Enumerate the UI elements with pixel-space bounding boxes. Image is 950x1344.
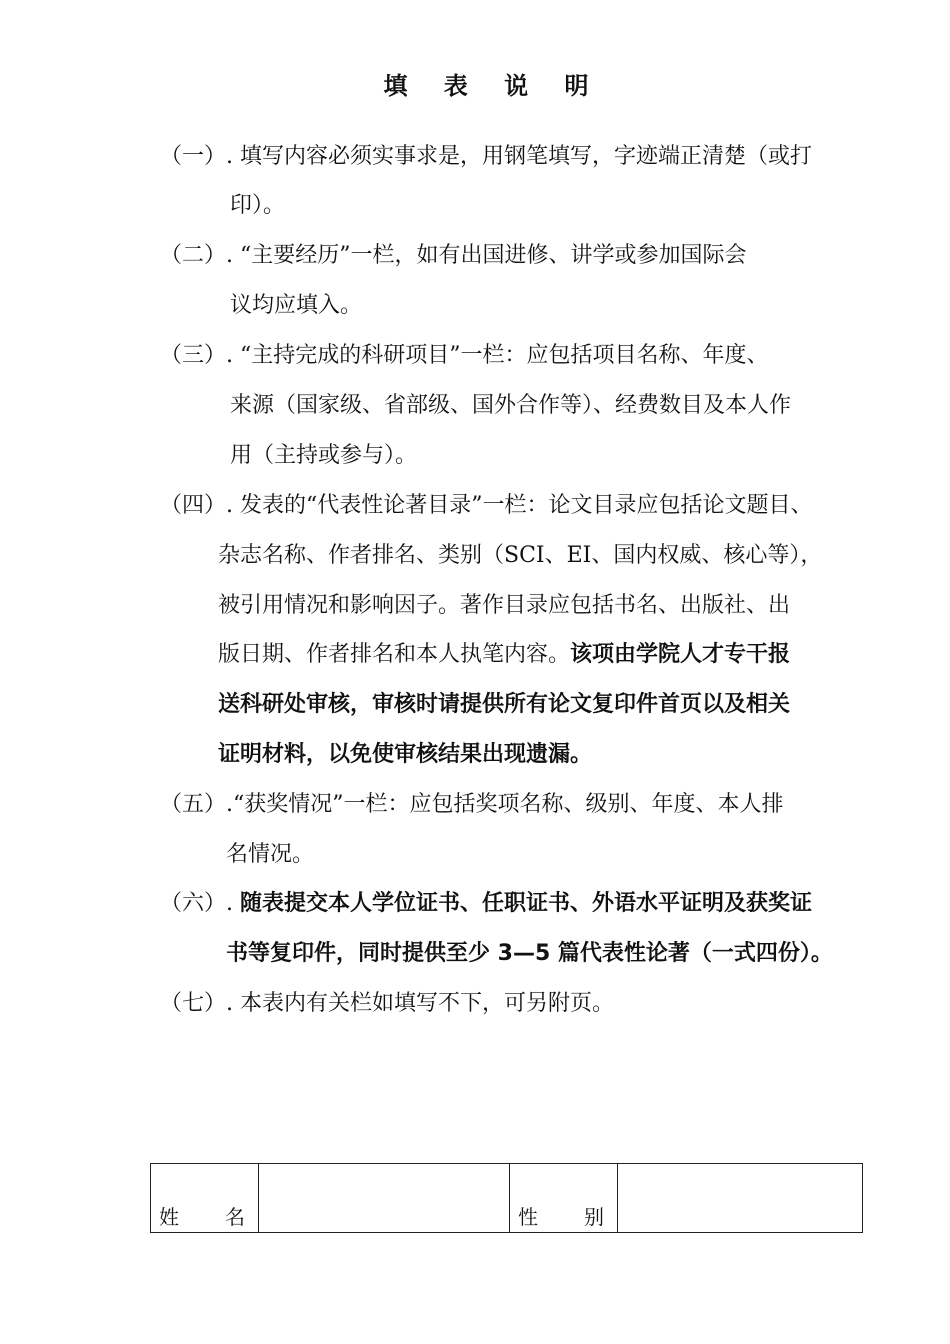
instruction-3-line-2: 来源（国家级、省部级、国外合作等）、经费数目及本人作 xyxy=(230,393,792,418)
instruction-2-line-1: （二）. “主要经历”一栏，如有出国进修、讲学或参加国际会 xyxy=(160,243,747,268)
instruction-4-line-2: 杂志名称、作者排名、类别（SCI、EI、国内权威、核心等）， xyxy=(218,543,823,568)
instruction-4-line-4 xyxy=(218,640,790,670)
instruction-4-bold-line-1: 送科研处审核，审核时请提供所有论文复印件首页以及相关 xyxy=(218,692,791,717)
instruction-1-line-2: 印）。 xyxy=(230,193,286,218)
instruction-4-bold-line-2: 证明材料，以免使审核结果出现遗漏。 xyxy=(218,742,593,767)
name-label-char-2: 名 xyxy=(225,1205,245,1229)
instruction-4-line-3: 被引用情况和影响因子。著作目录应包括书名、出版社、出 xyxy=(218,593,791,618)
instruction-6-bold-line-1: 随表提交本人学位证书、任职证书、外语水平证明及获奖证 xyxy=(240,891,813,916)
name-label-cell xyxy=(151,1164,259,1233)
name-value-cell[interactable] xyxy=(259,1164,510,1233)
instruction-6-bold-line-2: 书等复印件，同时提供至少 3—5 篇代表性论著（一式四份）。 xyxy=(226,941,833,966)
instruction-6-prefix: （六）. xyxy=(160,891,233,916)
personal-info-table xyxy=(150,1163,863,1233)
name-label-char-1: 姓 xyxy=(159,1205,179,1229)
gender-label-char-2: 别 xyxy=(584,1205,604,1229)
instruction-7-line-1: （七）. 本表内有关栏如填写不下，可另附页。 xyxy=(160,991,614,1016)
instruction-5-line-1: （五）.“获奖情况”一栏：应包括奖项名称、级别、年度、本人排 xyxy=(160,792,784,817)
instruction-3-line-3: 用（主持或参与）。 xyxy=(230,443,418,468)
instruction-3-line-1: （三）. “主持完成的科研项目”一栏：应包括项目名称、年度、 xyxy=(160,343,769,368)
instruction-6-line-1 xyxy=(160,889,812,919)
page-title: 填 表 说 明 xyxy=(383,72,603,100)
instruction-1-line-1: （一）. 填写内容必须实事求是，用钢笔填写，字迹端正清楚（或打 xyxy=(160,144,812,169)
table-row xyxy=(151,1164,863,1233)
instruction-4-line-1: （四）. 发表的“代表性论著目录”一栏：论文目录应包括论文题目、 xyxy=(160,493,813,518)
gender-label-char-1: 性 xyxy=(518,1205,538,1229)
gender-label-cell xyxy=(510,1164,618,1233)
instruction-4-line-4-text: 版日期、作者排名和本人执笔内容。 xyxy=(218,642,571,667)
instruction-4-bold-inline: 该项由学院人才专干报 xyxy=(570,642,791,667)
gender-value-cell[interactable] xyxy=(618,1164,863,1233)
instruction-5-line-2: 名情况。 xyxy=(226,842,315,867)
instruction-2-line-2: 议均应填入。 xyxy=(230,293,363,318)
